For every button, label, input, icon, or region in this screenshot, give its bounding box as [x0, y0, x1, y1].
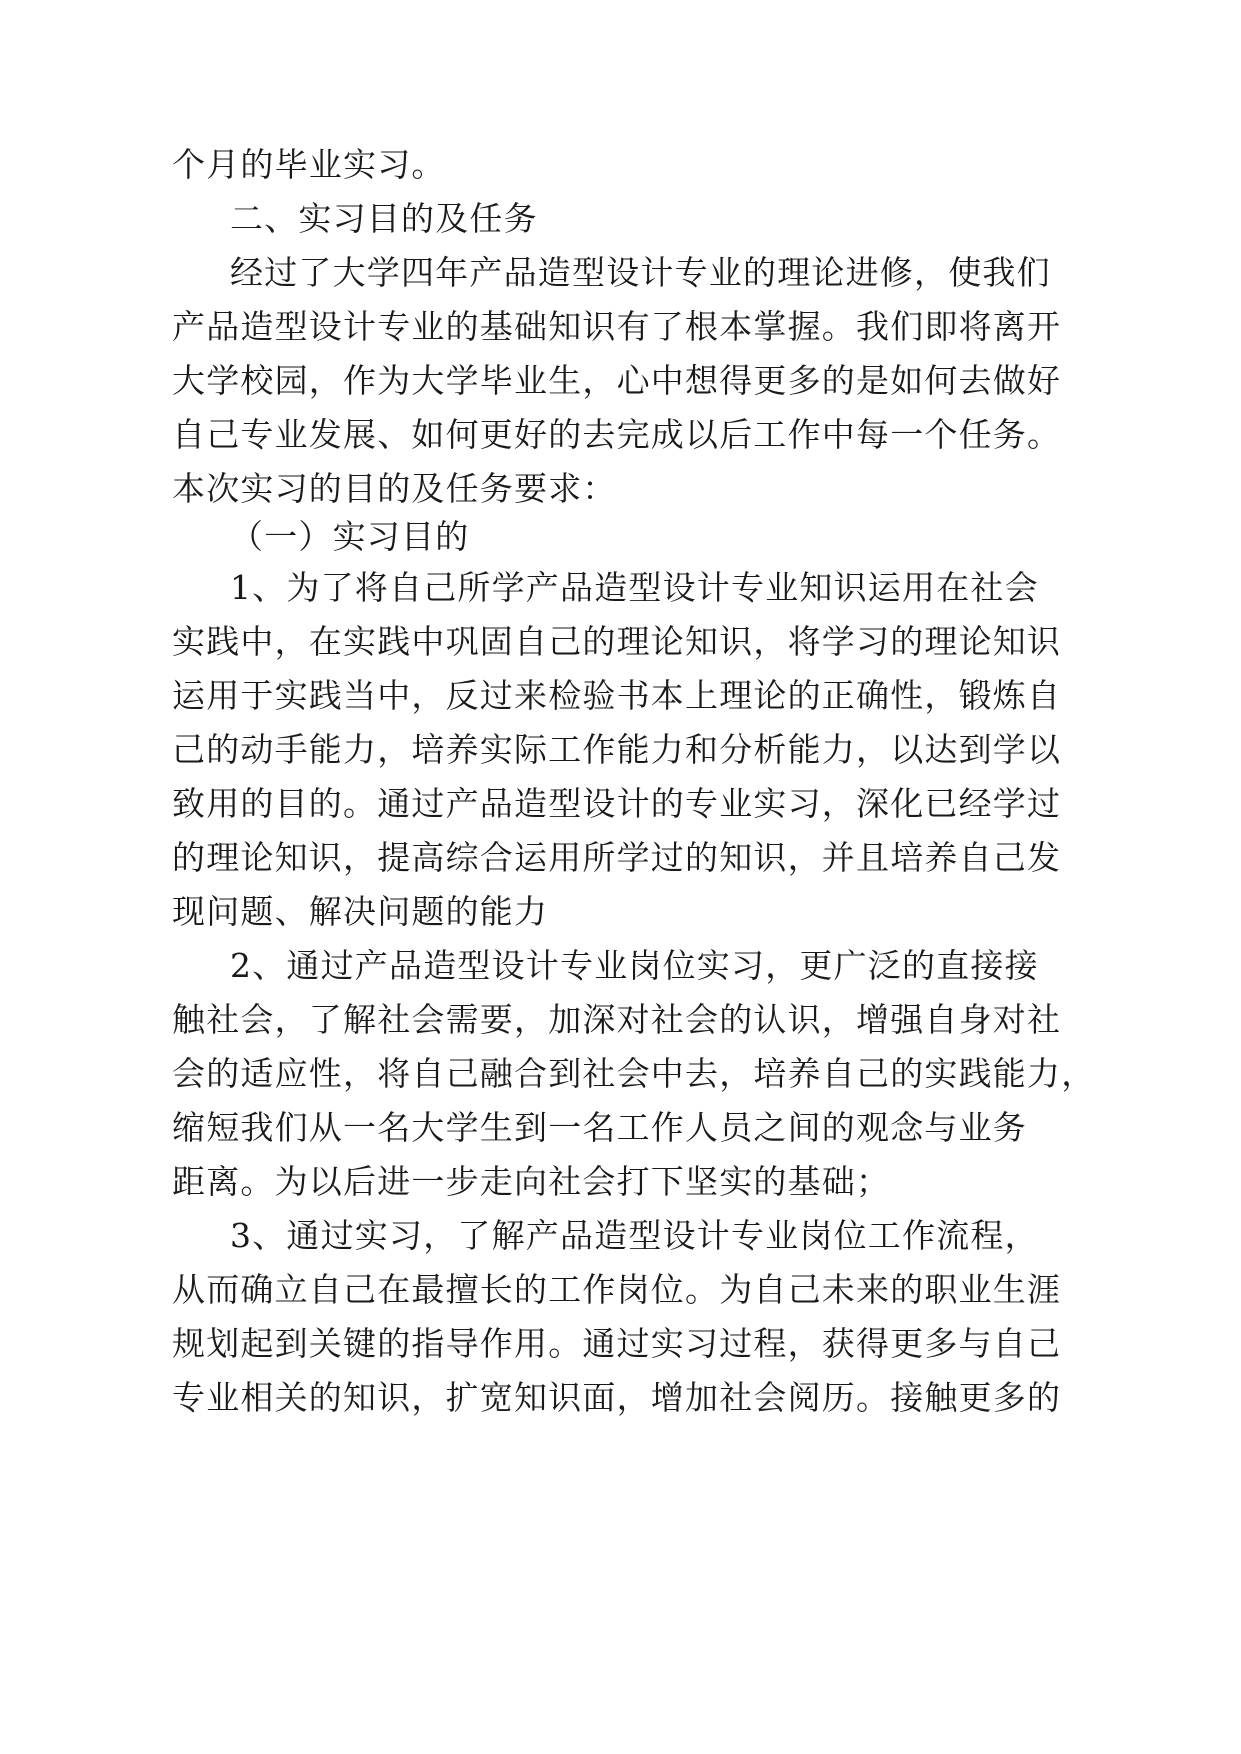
text-line: 个月的毕业实习。: [172, 145, 446, 184]
text-line: 规划起到关键的指导作用。通过实习过程，获得更多与自己: [172, 1324, 1062, 1363]
text-line: 3、通过实习，了解产品造型设计专业岗位工作流程，: [230, 1216, 1039, 1255]
section-heading: 二、实习目的及任务: [230, 199, 538, 238]
text-line: 现问题、解决问题的能力: [172, 892, 549, 931]
text-line: 实践中，在实践中巩固自己的理论知识，将学习的理论知识: [172, 622, 1062, 661]
text-line: 1、为了将自己所学产品造型设计专业知识运用在社会: [230, 568, 1039, 607]
text-line: 大学校园，作为大学毕业生，心中想得更多的是如何去做好: [172, 361, 1062, 400]
text-line: 专业相关的知识，扩宽知识面，增加社会阅历。接触更多的: [172, 1378, 1062, 1417]
text-line: 经过了大学四年产品造型设计专业的理论进修，使我们: [230, 253, 1051, 292]
text-line: 距离。为以后进一步走向社会打下坚实的基础；: [172, 1162, 891, 1201]
text-line: 运用于实践当中，反过来检验书本上理论的正确性，锻炼自: [172, 676, 1062, 715]
subsection-heading: （一）实习目的: [230, 517, 470, 556]
text-line: 自己专业发展、如何更好的去完成以后工作中每一个任务。: [172, 415, 1062, 454]
text-line: 触社会，了解社会需要，加深对社会的认识，增强自身对社: [172, 1000, 1062, 1039]
text-line: 的理论知识，提高综合运用所学过的知识，并且培养自己发: [172, 838, 1062, 877]
text-line: 会的适应性，将自己融合到社会中去，培养自己的实践能力，: [172, 1054, 1096, 1093]
text-line: 2、通过产品造型设计专业岗位实习，更广泛的直接接: [230, 946, 1039, 985]
text-line: 本次实习的目的及任务要求：: [172, 469, 617, 508]
text-line: 己的动手能力，培养实际工作能力和分析能力，以达到学以: [172, 730, 1062, 769]
text-line: 从而确立自己在最擅长的工作岗位。为自己未来的职业生涯: [172, 1270, 1062, 1309]
text-line: 产品造型设计专业的基础知识有了根本掌握。我们即将离开: [172, 307, 1062, 346]
text-line: 致用的目的。通过产品造型设计的专业实习，深化已经学过: [172, 784, 1062, 823]
text-line: 缩短我们从一名大学生到一名工作人员之间的观念与业务: [172, 1108, 1027, 1147]
